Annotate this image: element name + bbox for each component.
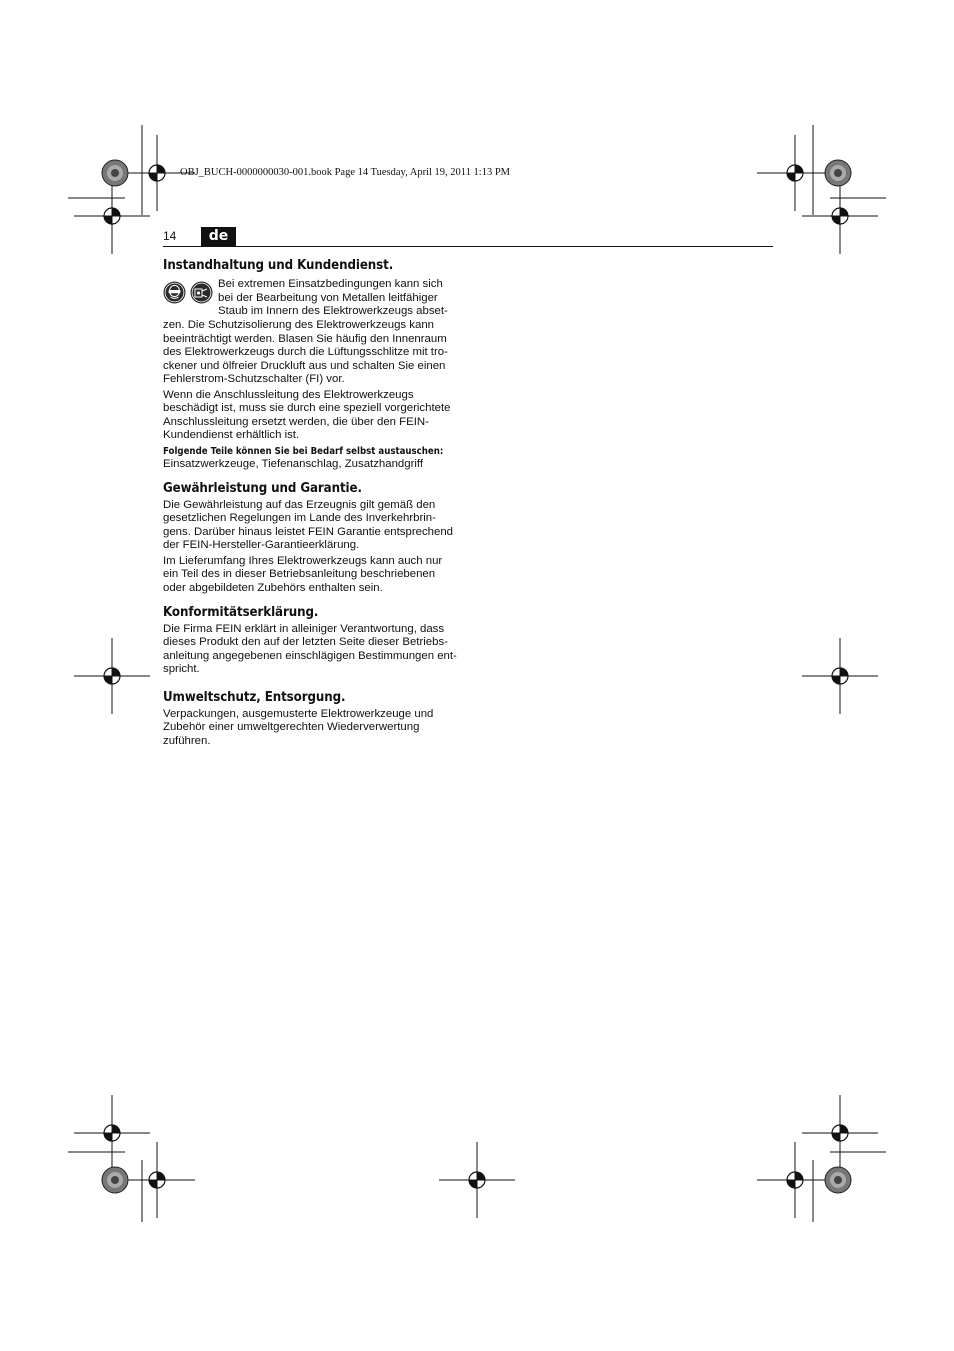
- section-environment: [163, 691, 463, 750]
- environment-p1: Verpackungen, ausgemusterte Elektrowerkzeuge und Zubehör einer umweltgerechten Wiederverwertung zuführen.: [163, 707, 434, 747]
- section-conformity: [163, 606, 463, 679]
- language-tab: de: [201, 227, 236, 246]
- warranty-p2: Im Lieferumfang Ihres Elektrowerkzeugs kann auch nur ein Teil des in dieser Betriebsanleitung beschriebenen oder abgebildeten Zubehörs enthalten sein.: [163, 554, 443, 594]
- heading-maintenance: Instandhaltung und Kundendienst.: [163, 258, 394, 273]
- parts-list: Einsatzwerkzeuge, Tiefenanschlag, Zusatzhandgriff: [163, 458, 424, 470]
- conformity-p1: Die Firma FEIN erklärt in alleiniger Verantwortung, dass dieses Produkt den auf der letzten Seite dieser Betriebs- anleitung angegebenen einschlägigen Bestimmungen ent- spricht.: [163, 622, 457, 675]
- maintenance-intro-text: Bei extremen Einsatzbedingungen kann sich bei der Bearbeitung von Metallen leitfähiger Staub im Innern des Elektrowerkzeugs abset-: [218, 278, 448, 317]
- warranty-p1: Die Gewährleistung auf das Erzeugnis gilt gemäß den gesetzlichen Regelungen im Lande des Inverkehrbrin- gens. Darüber hinaus leistet FEIN Garantie entsprechend der FEIN-Hersteller-Garantieerklärung.: [163, 498, 453, 551]
- heading-environment: Umweltschutz, Entsorgung.: [163, 690, 346, 705]
- maintenance-body: [163, 319, 463, 474]
- print-slug: OBJ_BUCH-0000000030-001.book Page 14 Tuesday, April 19, 2011 1:13 PM: [180, 167, 510, 178]
- section-warranty: [163, 482, 463, 597]
- maintenance-intro-wrapped: [218, 278, 463, 321]
- parts-heading: Folgende Teile können Sie bei Bedarf selbst austauschen:: [163, 445, 444, 457]
- page-number: 14: [163, 229, 177, 243]
- maintenance-cable: Wenn die Anschlussleitung des Elektrowerkzeugs beschädigt ist, muss sie durch eine speziell vorgerichtete Anschlussleitung ersetzt werden, die über den FEIN- Kundendienst erhältlich ist.: [163, 388, 451, 441]
- heading-warranty: Gewährleistung und Garantie.: [163, 481, 362, 496]
- heading-conformity: Konformitätserklärung.: [163, 605, 319, 620]
- maintenance-intro-rest: zen. Die Schutzisolierung des Elektrowerkzeugs kann beeinträchtigt werden. Blasen Sie häufig den Innenraum des Elektrowerkzeugs durch die Lüftungsschlitze mit tro- ckener und ölfreier Druckluft aus und schalten Sie einen Fehlerstrom-Schutzschalter (FI) vor.: [163, 319, 448, 385]
- safety-goggles-icon: [163, 281, 186, 304]
- section-maintenance: [163, 259, 463, 276]
- icon-group: [163, 281, 215, 305]
- dust-mask-icon: [190, 281, 213, 304]
- header-rule: [163, 246, 773, 247]
